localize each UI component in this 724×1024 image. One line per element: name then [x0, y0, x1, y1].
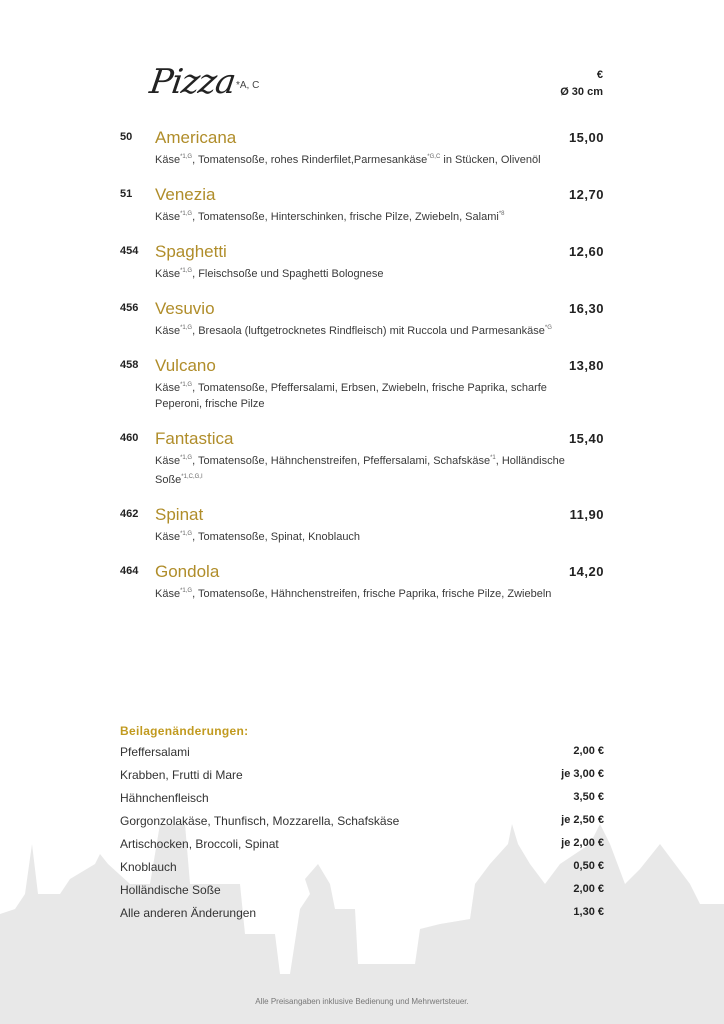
allergen-codes: *1,G [180, 325, 193, 331]
allergen-codes: *1,G [180, 382, 193, 388]
description-text: Käse [155, 382, 181, 394]
pizza-list [120, 127, 604, 618]
item-name: Gondola [155, 562, 220, 581]
description-text: Käse [155, 455, 181, 467]
description-text: , Tomatensoße, rohes Rinderfilet,Parmesankäse [192, 154, 428, 166]
section-title: Pizza [147, 62, 238, 102]
allergen-codes: *1,G [180, 531, 193, 537]
description-text: Käse [155, 211, 181, 223]
item-price: 14,20 [568, 564, 604, 579]
extras-row [120, 814, 604, 837]
description-text: Käse [155, 588, 181, 600]
menu-item [120, 298, 604, 339]
allergen-codes: *1,G [180, 268, 193, 274]
description-text: , Tomatensoße, Hähnchenstreifen, Pfeffersalami, Schafskäse [192, 455, 491, 467]
description-text: , Bresaola (luftgetrocknetes Rindfleisch) mit Ruccola und Parmesankäse [192, 325, 545, 337]
allergen-codes: *1,G [180, 154, 193, 160]
extras-price: 3,50 € [573, 791, 604, 803]
allergen-codes: *1 [490, 455, 496, 461]
description-text: Käse [155, 154, 181, 166]
extras-row [120, 883, 604, 906]
description-text: Käse [155, 268, 181, 280]
extras-label: Krabben, Frutti di Mare [120, 768, 243, 782]
item-price: 15,00 [568, 130, 604, 145]
extras-price: je 2,50 € [561, 814, 604, 826]
item-price: 12,70 [568, 187, 604, 202]
item-price: 15,40 [568, 431, 604, 446]
item-description [155, 583, 575, 602]
extras-price: je 2,00 € [561, 837, 604, 849]
extras-label: Gorgonzolakäse, Thunfisch, Mozzarella, Schafskäse [120, 814, 400, 828]
item-description [155, 320, 575, 339]
item-name: Americana [155, 128, 237, 147]
item-description [155, 263, 575, 282]
item-number: 50 [120, 131, 133, 143]
size-label: Ø 30 cm [560, 86, 603, 98]
menu-item [120, 428, 604, 488]
extras-label: Alle anderen Änderungen [120, 906, 257, 920]
item-number: 51 [120, 188, 133, 200]
item-price: 13,80 [568, 358, 604, 373]
extras-heading: Beilagenänderungen: [120, 724, 249, 738]
item-number: 460 [120, 432, 139, 444]
menu-item [120, 241, 604, 282]
description-text: , Tomatensoße, Hinterschinken, frische Pilze, Zwiebeln, Salami [192, 211, 499, 223]
item-number: 458 [120, 359, 139, 371]
description-text: , Tomatensoße, Spinat, Knoblauch [192, 531, 361, 543]
extras-row [120, 860, 604, 883]
extras-price: 0,50 € [573, 860, 604, 872]
allergen-codes: *1,G [180, 211, 193, 217]
description-text: , Fleischsoße und Spaghetti Bolognese [192, 268, 384, 280]
allergen-codes: *8 [498, 211, 505, 217]
item-name: Fantastica [155, 429, 234, 448]
allergen-codes: *G,C [427, 154, 441, 160]
extras-list [120, 745, 604, 929]
item-price: 11,90 [569, 507, 604, 522]
item-name: Vesuvio [155, 299, 215, 318]
extras-row [120, 906, 604, 929]
allergen-codes: *G [544, 325, 552, 331]
item-number: 454 [120, 245, 139, 257]
item-name: Venezia [155, 185, 216, 204]
item-number: 462 [120, 508, 139, 520]
item-name: Spinat [155, 505, 204, 524]
extras-row [120, 768, 604, 791]
menu-item [120, 127, 604, 168]
price-header [560, 67, 603, 101]
extras-label: Artischocken, Broccoli, Spinat [120, 837, 279, 851]
extras-row [120, 791, 604, 814]
extras-price: 1,30 € [573, 906, 604, 918]
extras-row [120, 745, 604, 768]
description-text: , Holländische Soße [155, 455, 565, 486]
section-allergens: *A, C [236, 80, 260, 91]
item-number: 456 [120, 302, 139, 314]
currency-label: € [596, 69, 603, 81]
extras-price: 2,00 € [573, 883, 604, 895]
item-description [155, 206, 575, 225]
menu-item [120, 561, 604, 602]
item-price: 16,30 [568, 301, 604, 316]
item-description [155, 526, 575, 545]
extras-label: Hähnchenfleisch [120, 791, 209, 805]
item-number: 464 [120, 565, 139, 577]
allergen-codes: *1,G [180, 588, 193, 594]
allergen-codes: *1,G [180, 455, 193, 461]
description-text: Käse [155, 531, 181, 543]
item-description [155, 377, 575, 412]
extras-label: Pfeffersalami [120, 745, 190, 759]
description-text: , Tomatensoße, Hähnchenstreifen, frische Paprika, frische Pilze, Zwiebeln [192, 588, 552, 600]
item-name: Spaghetti [155, 242, 227, 261]
menu-item [120, 504, 604, 545]
item-price: 12,60 [568, 244, 604, 259]
description-text: Käse [155, 325, 181, 337]
extras-price: je 3,00 € [561, 768, 604, 780]
description-text: in Stücken, Olivenöl [440, 154, 541, 166]
menu-item [120, 184, 604, 225]
footer-note: Alle Preisangaben inklusive Bedienung und Mehrwertsteuer. [255, 997, 469, 1006]
item-name: Vulcano [155, 356, 216, 375]
allergen-codes: *1,C,G,I [181, 474, 203, 480]
extras-label: Holländische Soße [120, 883, 221, 897]
description-text: , Tomatensoße, Pfeffersalami, Erbsen, Zwiebeln, frische Paprika, scharfe Peperoni, frische Pilze [155, 382, 547, 410]
item-description [155, 450, 575, 488]
extras-label: Knoblauch [120, 860, 177, 874]
extras-price: 2,00 € [573, 745, 604, 757]
menu-item [120, 355, 604, 412]
extras-row [120, 837, 604, 860]
item-description [155, 149, 575, 168]
extras-section [120, 724, 604, 929]
